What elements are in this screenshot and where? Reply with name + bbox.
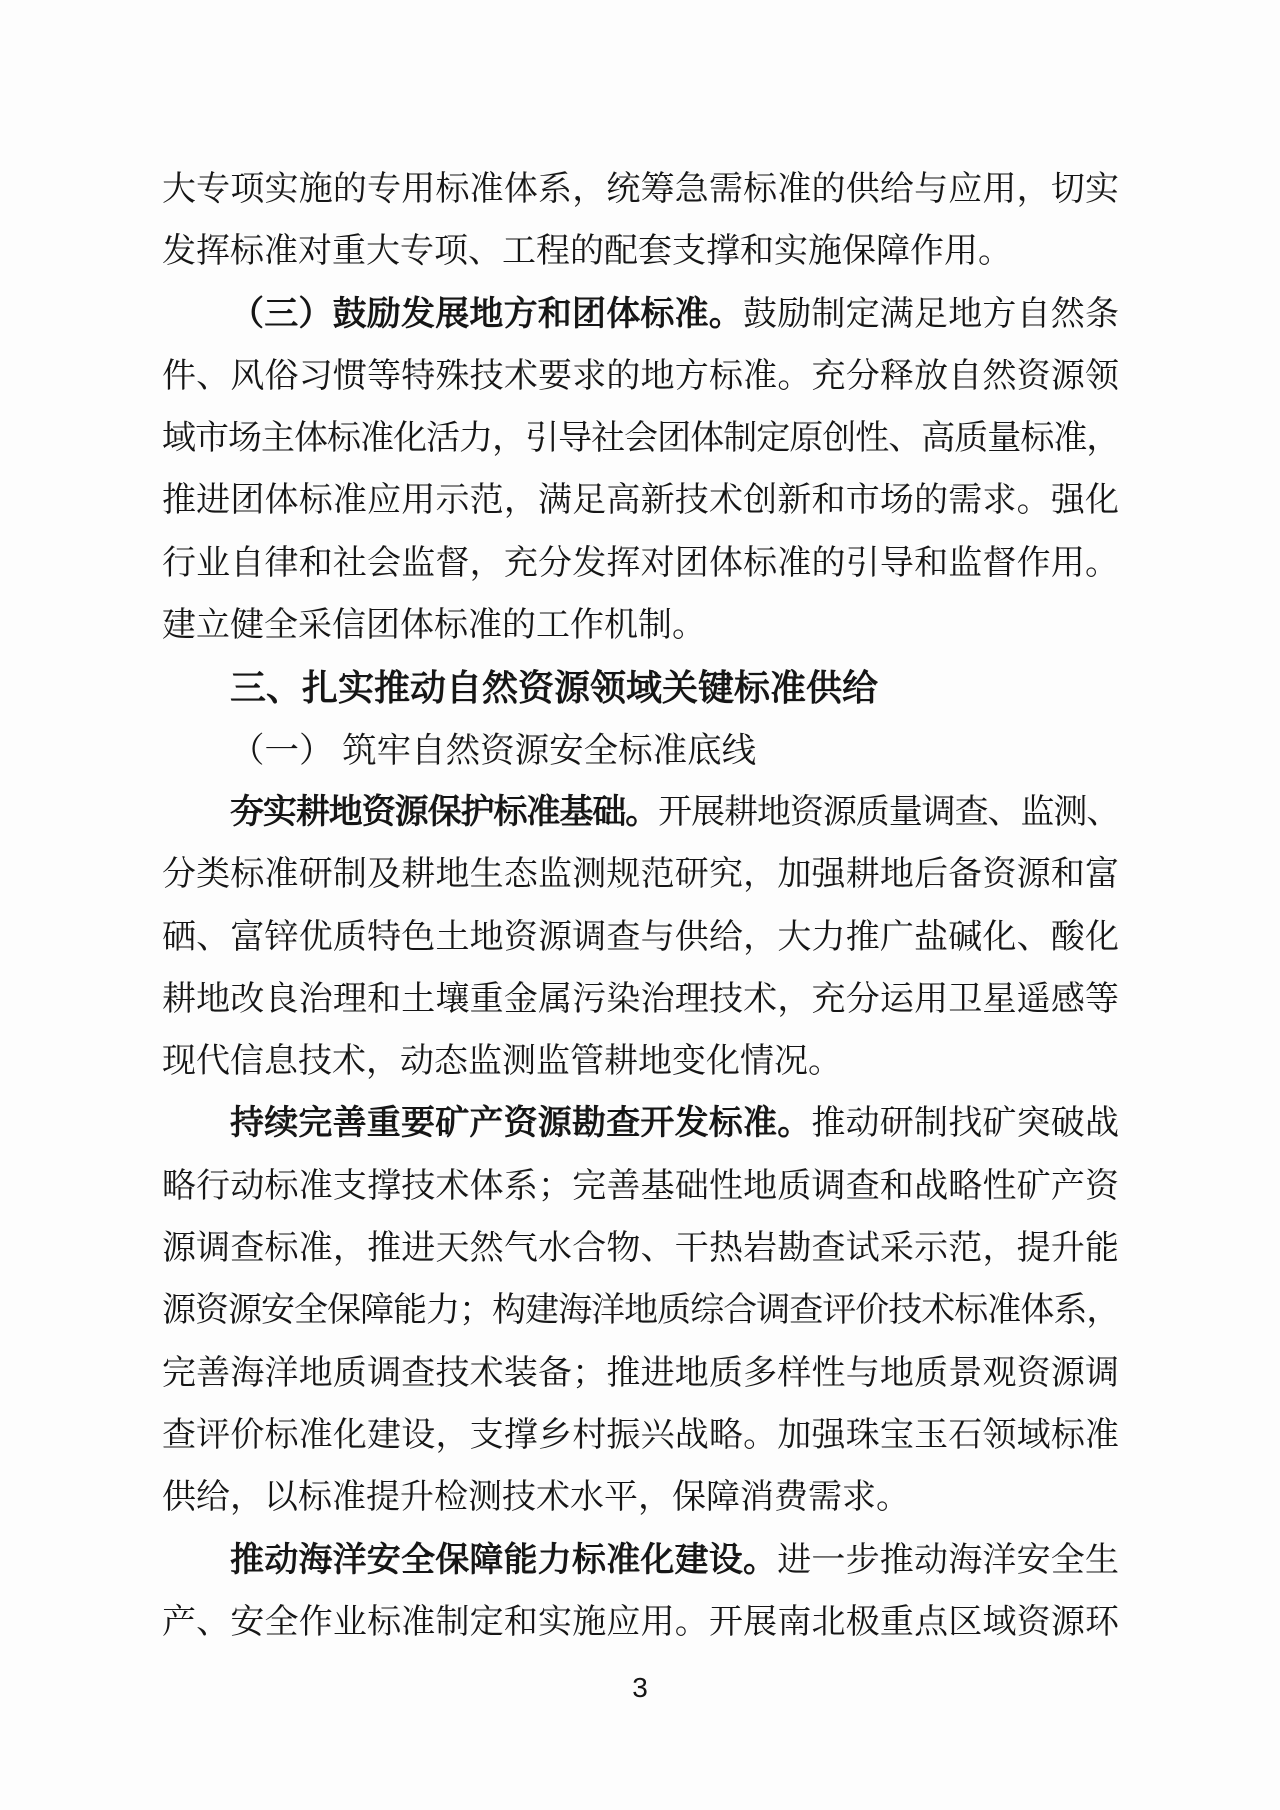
text-line xyxy=(162,595,1119,657)
paragraph-lead-text: 推动海洋安全保障能力标准化建设。 xyxy=(230,1541,778,1579)
text-segment: 略行动标准支撑技术体系；完善基础性地质调查和战略性矿产资 xyxy=(162,1167,1119,1205)
text-line xyxy=(162,1031,1119,1093)
section-heading xyxy=(162,657,1119,719)
text-line xyxy=(162,1343,1119,1405)
text-line xyxy=(162,1218,1119,1280)
text-segment: 发挥标准对重大专项、工程的配套支撑和实施保障作用。 xyxy=(162,233,1012,271)
text-line xyxy=(162,782,1119,844)
text-segment: 供给，以标准提升检测技术水平，保障消费需求。 xyxy=(162,1479,910,1517)
text-segment: 进一步推动海洋安全生 xyxy=(777,1541,1120,1579)
text-line xyxy=(162,159,1119,221)
text-segment: 开展耕地资源质量调查、监测、 xyxy=(658,793,1119,831)
text-line xyxy=(162,1467,1119,1529)
text-line xyxy=(162,1093,1119,1155)
text-line xyxy=(162,1405,1119,1467)
text-segment: 域市场主体标准化活力，引导社会团体制定原创性、高质量标准， xyxy=(162,420,1119,458)
text-line xyxy=(162,533,1119,595)
text-segment: 源资源安全保障能力；构建海洋地质综合调查评价技术标准体系， xyxy=(162,1292,1119,1330)
text-line xyxy=(162,470,1119,532)
subsection-heading xyxy=(162,720,1119,782)
paragraph-lead-text: 持续完善重要矿产资源勘查开发标准。 xyxy=(230,1105,812,1143)
text-segment: 鼓励制定满足地方自然条 xyxy=(743,295,1119,333)
document-body xyxy=(162,159,1119,1654)
text-line xyxy=(162,346,1119,408)
text-line xyxy=(162,1592,1119,1654)
text-segment: 行业自律和社会监督，充分发挥对团体标准的引导和监督作用。 xyxy=(162,544,1119,582)
text-line xyxy=(162,221,1119,283)
text-segment: 三、扎实推动自然资源领域关键标准供给 xyxy=(230,667,879,709)
text-line xyxy=(162,1156,1119,1218)
text-segment: 推进团体标准应用示范，满足高新技术创新和市场的需求。强化 xyxy=(162,482,1119,520)
text-segment: 现代信息技术，动态监测监管耕地变化情况。 xyxy=(162,1043,842,1081)
text-segment: 产、安全作业标准制定和实施应用。开展南北极重点区域资源环 xyxy=(162,1603,1119,1641)
text-segment: 件、风俗习惯等特殊技术要求的地方标准。充分释放自然资源领 xyxy=(162,357,1119,395)
paragraph-lead-text: 夯实耕地资源保护标准基础。 xyxy=(230,793,659,831)
text-segment: 大专项实施的专用标准体系，统筹急需标准的供给与应用，切实 xyxy=(162,171,1119,208)
text-segment: 耕地改良治理和土壤重金属污染治理技术，充分运用卫星遥感等 xyxy=(162,980,1119,1018)
text-line xyxy=(162,1530,1119,1592)
text-line xyxy=(162,408,1119,470)
text-line xyxy=(162,844,1119,906)
text-line xyxy=(162,969,1119,1031)
paragraph-lead-text: （三）鼓励发展地方和团体标准。 xyxy=(230,295,743,333)
text-line xyxy=(162,907,1119,969)
text-segment: 完善海洋地质调查技术装备；推进地质多样性与地质景观资源调 xyxy=(162,1354,1119,1392)
text-segment: 硒、富锌优质特色土地资源调查与供给，大力推广盐碱化、酸化 xyxy=(162,918,1119,956)
text-line xyxy=(162,284,1119,346)
text-segment: （一） 筑牢自然资源安全标准底线 xyxy=(230,731,757,770)
text-segment: 推动研制找矿突破战 xyxy=(811,1105,1120,1143)
text-segment: 建立健全采信团体标准的工作机制。 xyxy=(162,607,706,645)
page-number: 3 xyxy=(632,1672,648,1703)
text-line xyxy=(162,1280,1119,1342)
text-segment: 分类标准研制及耕地生态监测规范研究，加强耕地后备资源和富 xyxy=(162,856,1119,894)
text-segment: 查评价标准化建设，支撑乡村振兴战略。加强珠宝玉石领域标准 xyxy=(162,1416,1119,1454)
text-segment: 源调查标准，推进天然气水合物、干热岩勘查试采示范，提升能 xyxy=(162,1230,1119,1268)
